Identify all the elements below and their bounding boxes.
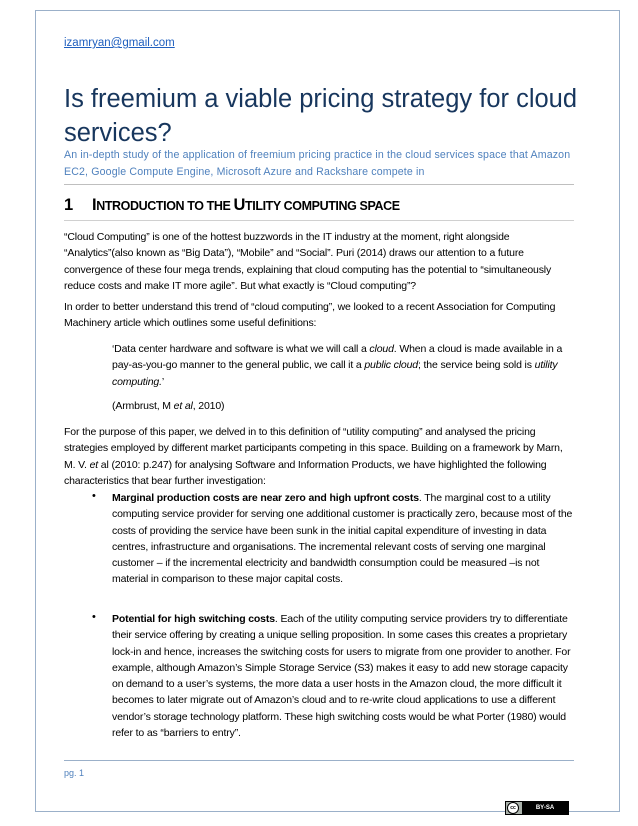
bullet-item-marginal-costs: Marginal production costs are near zero and high upfront costs. The marginal cost to a utility computing service provider for serving one additional customer is practically zero, because most of the costs of providing the service have been sunk in the initial capital expenditure of investing in data centres, infrastructure and organisations. The incremental relevant costs of serving one marginal customer – if the incremental electricity and bandwidth consumption could be measured –is not material in comparison to these major capital costs.: [112, 492, 573, 586]
section-heading: [64, 196, 400, 215]
paragraph-intro: “Cloud Computing” is one of the hottest buzzwords in the IT industry at the moment, right alongside “Analytics”(also known as “Big Data”), “Mobile” and “Social”. Puri (2014) draws our attention to a future convergence of these four mega trends, explaining that cloud computing has the potential to “simultaneously reduce costs and make IT more agile”. But what exactly is “Cloud computing”?: [64, 231, 552, 292]
document-title: Is freemium a viable pricing strategy for cloud services?: [64, 85, 578, 147]
block-quote: ‘Data center hardware and software is what we will call a cloud. When a cloud is made available in a pay-as-you-go manner to the general public, we call it a public cloud; the service being sold is utility computing.’: [112, 343, 563, 388]
page-number: pg. 1: [64, 768, 85, 778]
paragraph-framework: For the purpose of this paper, we delved in to this definition of “utility computing” and analysed the pricing strategies employed by different market participants competing in this space. Building on a framework by Marn, M. V. et al (2010: p.247) for analysing Software and Information Products, we have highlighted the following characteristics that bear further investigation:: [64, 426, 563, 487]
title-divider: [64, 184, 574, 185]
creative-commons-license-badge: [505, 801, 569, 815]
author-email-link[interactable]: izamryan@gmail.com: [64, 37, 175, 49]
bullet-item-switching-costs: Potential for high switching costs. Each of the utility computing service providers try to differentiate their service offering by creating a unique selling proposition. In some cases this creates a proprietary lock-in and hence, increases the switching costs for users to migrate from one provider to another. For example, although Amazon’s Simple Storage Service (S3) makes it easy to add new storage capacity on demand to a user’s systems, the more data a user hosts in the Amazon cloud, the more difficult it becomes to later migrate out of Amazon’s cloud and to re-write cloud applications to use a different vendor’s storage technology platform. These high switching costs would be what Porter (1980) would refer to as “barriers to entry”.: [112, 613, 571, 740]
creative-commons-icon: cc: [507, 802, 519, 814]
section-title-part: TILITY COMPUTING SPACE: [245, 199, 400, 213]
section-title-part: I: [92, 196, 97, 214]
license-text: BY-SA: [522, 802, 568, 814]
section-number: 1: [64, 196, 73, 214]
paragraph-definitions: In order to better understand this trend of “cloud computing”, we looked to a recent Association for Computing Machinery article which outlines some useful definitions:: [64, 301, 556, 330]
section-divider: [64, 220, 574, 221]
footer-divider: [64, 760, 574, 761]
document-subtitle: An in-depth study of the application of freemium pricing practice in the cloud services space that Amazon EC2, Google Compute Engine, Microsoft Azure and Rackshare compete in: [64, 149, 571, 178]
quote-citation: (Armbrust, M et al, 2010): [112, 400, 225, 412]
bullet-marker: •: [92, 611, 96, 623]
section-title-part: U: [233, 196, 246, 214]
section-title-part: NTRODUCTION TO THE: [96, 199, 234, 213]
bullet-marker: •: [92, 490, 96, 502]
